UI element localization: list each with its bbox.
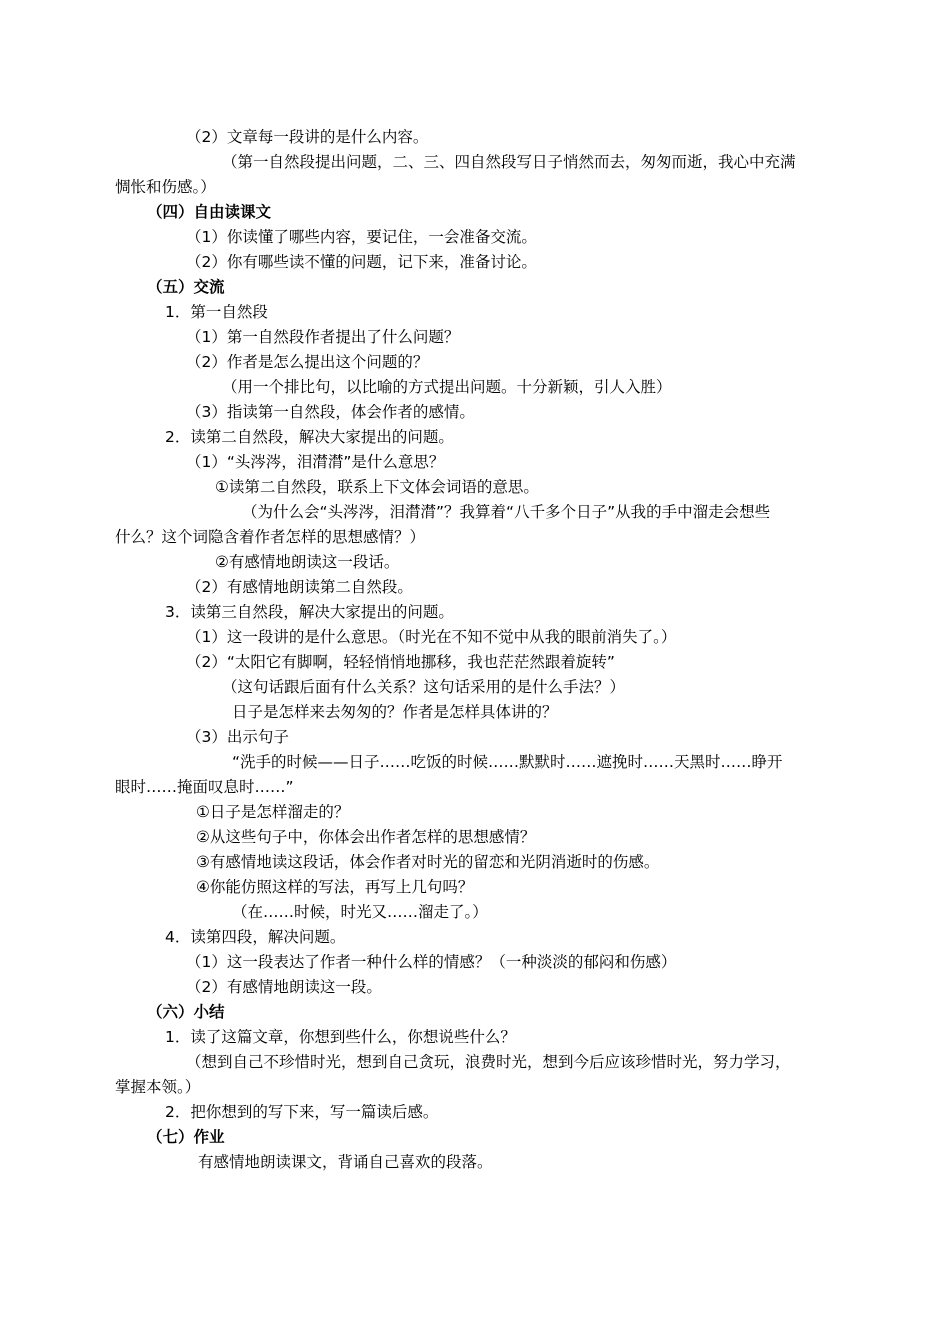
text-line: 掌握本领。） [115,1078,201,1096]
text-line: ④你能仿照这样的写法，再写上几句吗？ [196,878,474,896]
text-line: （3）指读第一自然段，体会作者的感情。 [186,403,475,421]
text-line: ①读第二自然段，联系上下文体会词语的意思。 [215,478,539,496]
text-line: 有感情地朗读课文，背诵自己喜欢的段落。 [198,1153,493,1171]
text-line: （1）这一段表达了作者一种什么样的情感？（一种淡淡的郁闷和伤感） [186,953,677,971]
text-line: （2）“太阳它有脚啊，轻轻悄悄地挪移，我也茫茫然跟着旋转” [186,653,615,671]
text-line: ③有感情地读这段话，体会作者对时光的留恋和光阴消逝时的伤感。 [196,853,660,871]
text-line: （用一个排比句，以比喻的方式提出问题。十分新颖，引人入胜） [222,378,672,396]
section-heading: （六）小结 [147,1003,225,1021]
text-line: 2．把你想到的写下来，写一篇读后感。 [165,1103,439,1121]
text-line: 惆怅和伤感。） [115,178,216,196]
text-line: （1）“头涔涔，泪潸潸”是什么意思？ [186,453,445,471]
text-line: ①日子是怎样溜走的？ [196,803,350,821]
text-line: “洗手的时候——日子……吃饭的时候……默默时……遮挽时……天黑时……睁开 [232,753,783,771]
text-line: 眼时……掩面叹息时……” [115,778,294,796]
text-line: 1．读了这篇文章，你想到些什么，你想说些什么？ [165,1028,516,1046]
text-line: （为什么会“头涔涔，泪潸潸”？我算着“八千多个日子”从我的手中溜走会想些 [242,503,771,521]
text-line: （2）你有哪些读不懂的问题，记下来，准备讨论。 [186,253,537,271]
text-line: （2）有感情地朗读这一段。 [186,978,382,996]
text-line: 1．第一自然段 [165,303,268,321]
section-heading: （七）作业 [147,1128,225,1146]
text-line: 日子是怎样来去匆匆的？作者是怎样具体讲的？ [232,703,558,721]
text-line: （1）你读懂了哪些内容，要记住，一会准备交流。 [186,228,537,246]
text-line: 4．读第四段，解决问题。 [165,928,346,946]
text-line: （想到自己不珍惜时光，想到自己贪玩，浪费时光，想到今后应该珍惜时光，努力学习， [186,1053,791,1071]
text-line: （2）有感情地朗读第二自然段。 [186,578,413,596]
text-line: 3．读第三自然段，解决大家提出的问题。 [165,603,454,621]
text-line: 2．读第二自然段，解决大家提出的问题。 [165,428,454,446]
text-line: （1）第一自然段作者提出了什么问题？ [186,328,460,346]
text-line: ②从这些句子中，你体会出作者怎样的思想感情？ [196,828,536,846]
text-line: （这句话跟后面有什么关系？这句话采用的是什么手法？） [222,678,626,696]
text-line: （在……时候，时光又……溜走了。） [232,903,488,921]
section-heading: （四）自由读课文 [147,203,272,221]
text-line: （2）文章每一段讲的是什么内容。 [186,128,429,146]
section-heading: （五）交流 [147,278,225,296]
text-line: 什么？这个词隐含着作者怎样的思想感情？） [115,528,426,546]
text-line: ②有感情地朗读这一段话。 [215,553,400,571]
text-line: （1）这一段讲的是什么意思。（时光在不知不觉中从我的眼前消失了。） [186,628,677,646]
text-line: （2）作者是怎么提出这个问题的？ [186,353,429,371]
text-line: （3）出示句子 [186,728,289,746]
text-line: （第一自然段提出问题，二、三、四自然段写日子悄然而去，匆匆而逝，我心中充满 [222,153,796,171]
